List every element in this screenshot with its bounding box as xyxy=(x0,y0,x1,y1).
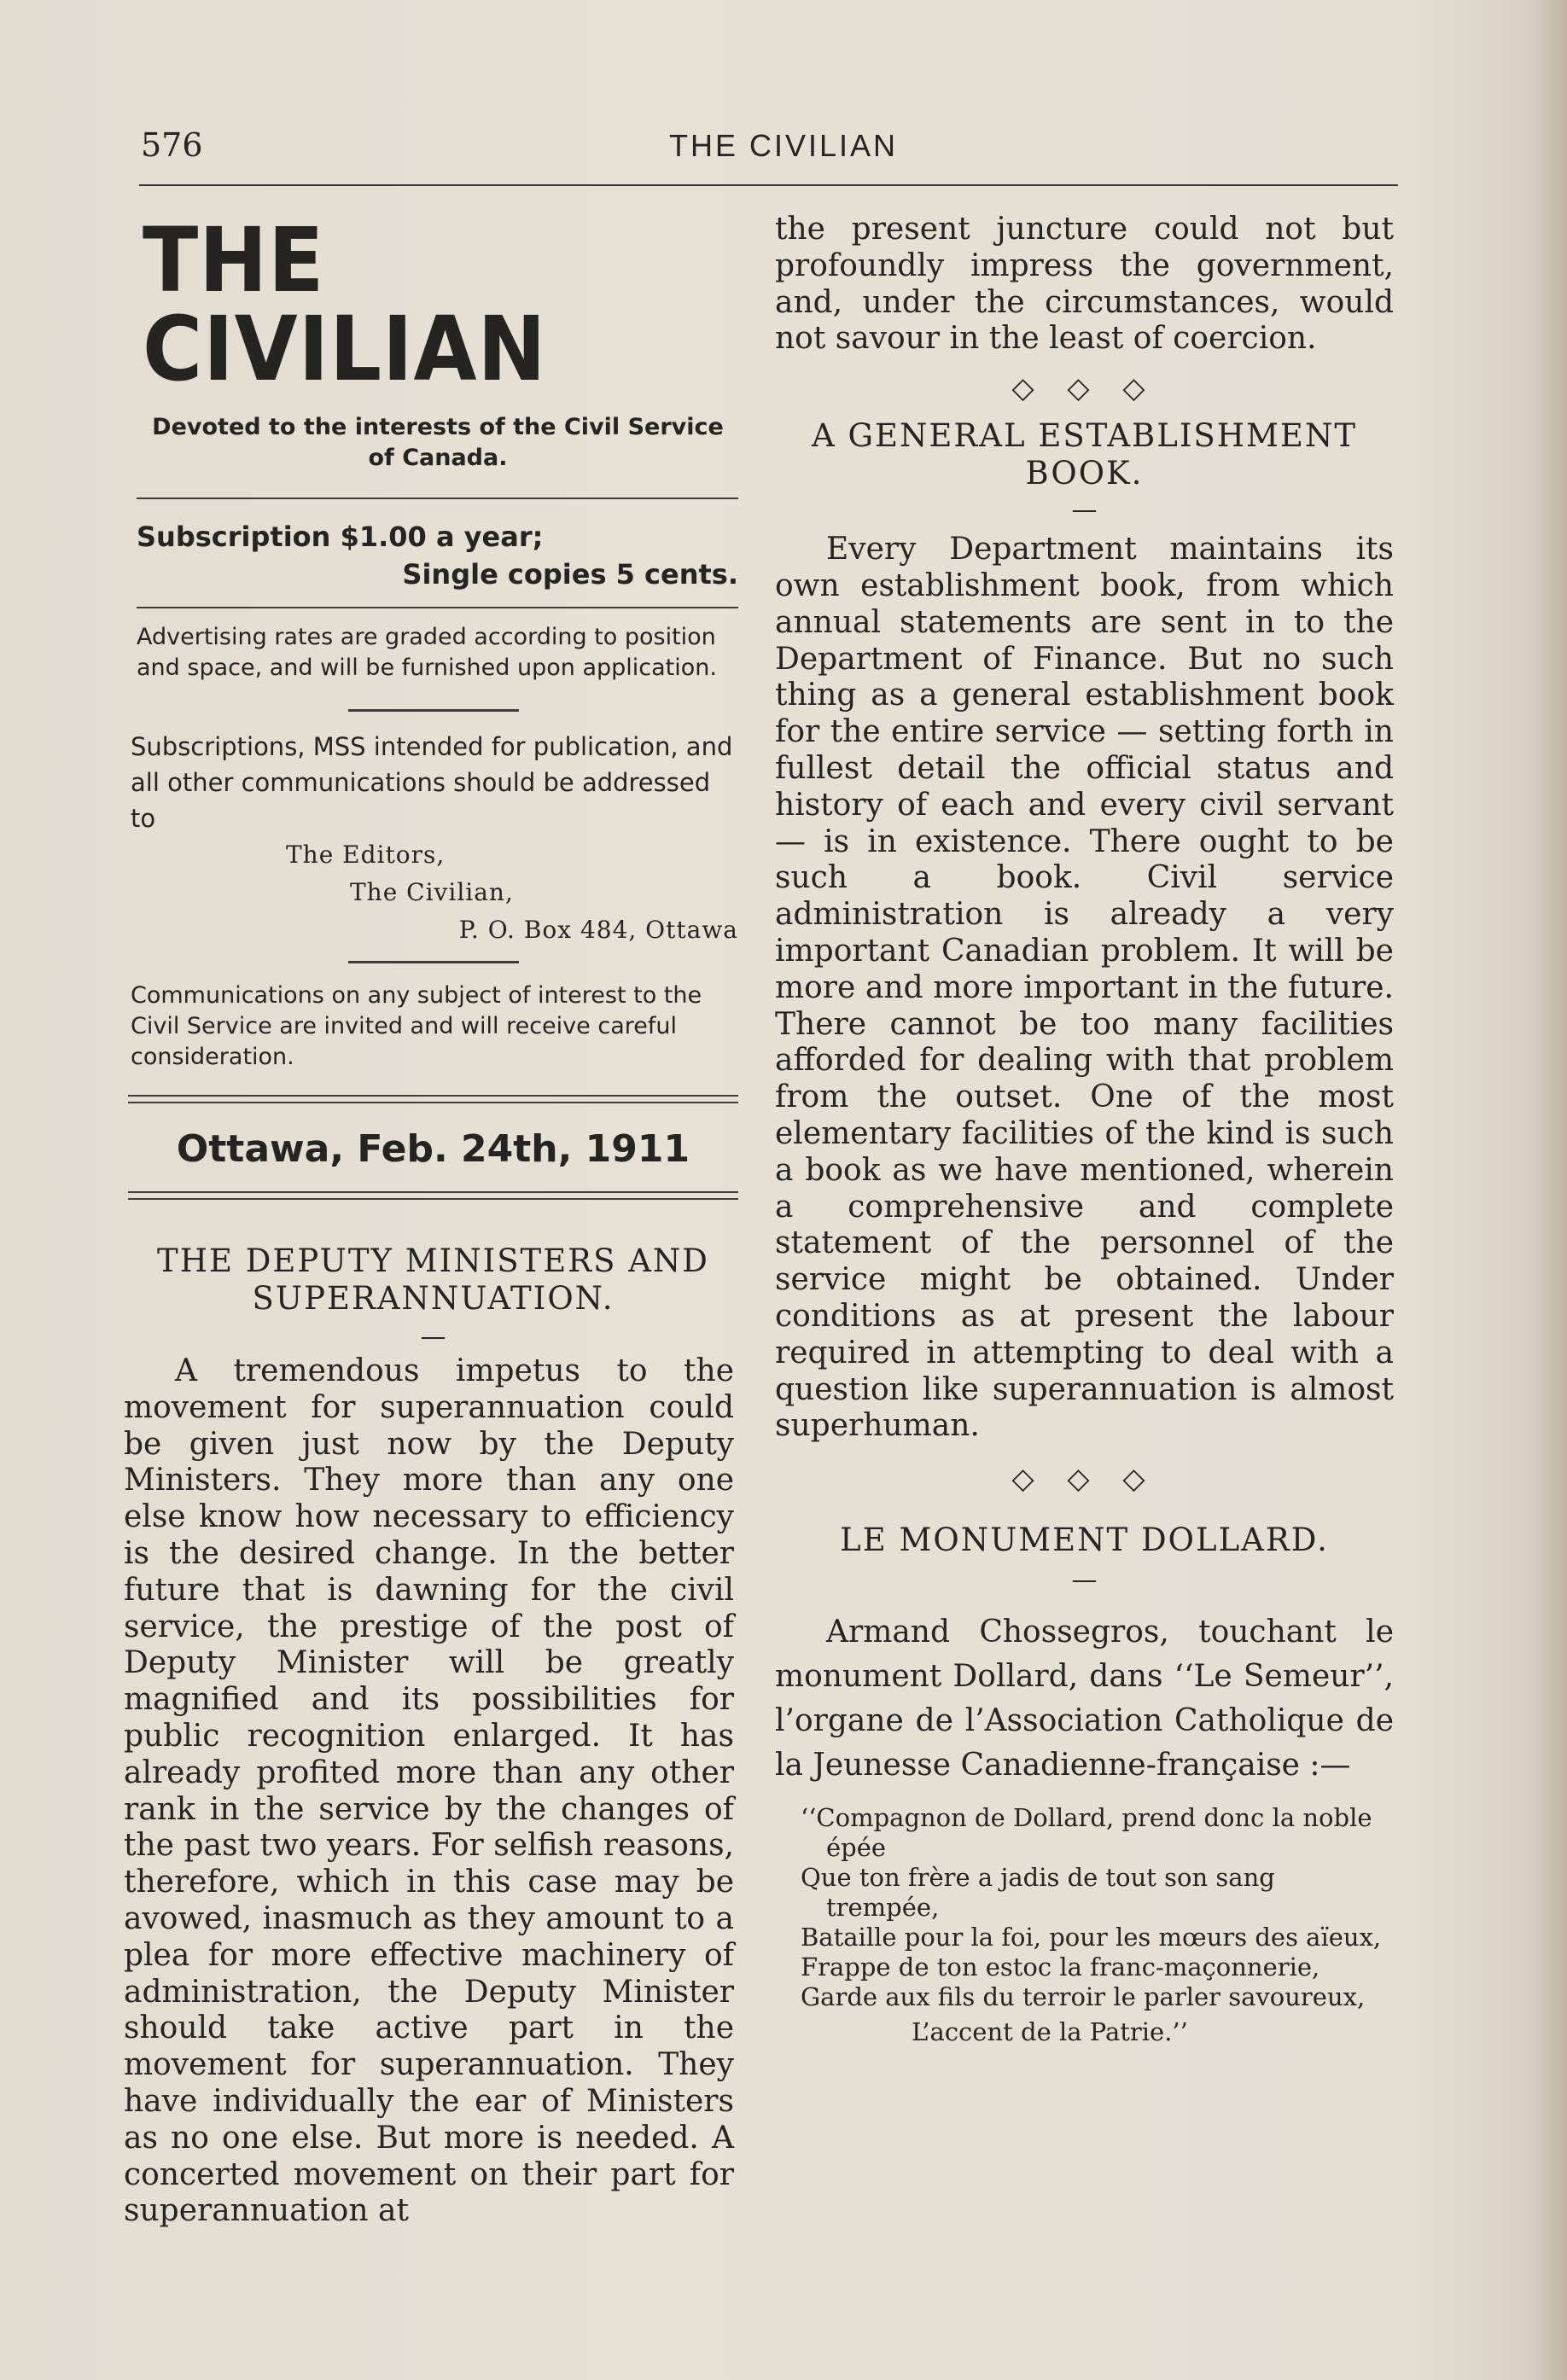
divider-short xyxy=(348,961,519,963)
headline-dash: — xyxy=(1071,1565,1098,1596)
article-monument-body xyxy=(775,1610,1394,1788)
verse-closing-line: L’accent de la Patrie.’’ xyxy=(912,2017,1188,2047)
running-title: THE CIVILIAN xyxy=(668,128,899,163)
headline-establishment-book: A GENERAL ESTABLISHMENT BOOK. xyxy=(811,417,1357,492)
paragraph: Armand Chossegros, touchant le monument Dollard, dans ‘‘Le Semeur’’, l’organe de l’Association Catholique de la Jeunesse Canadienne-française :— xyxy=(775,1615,1394,1784)
ornament: ◇ ◇ ◇ xyxy=(1011,371,1157,406)
address-editors: The Editors, xyxy=(286,841,446,869)
article-establishment-body xyxy=(775,532,1394,1445)
verse-quotation xyxy=(801,1803,1394,2047)
page-edge-shadow xyxy=(1533,0,1567,2380)
paragraph: A tremendous impetus to the movement for superannuation could be given just now by the Deputy Ministers. They more than any one else know how necessary to efficiency is the desired change. In the better future that is dawning for the civil service, the prestige of the post of Deputy Minister will be greatly magnified and its possibilities for public recognition enlarged. It has already profited more than any other rank in the service by the changes of the past two years. For selfish reasons, therefore, which in this case may be avowed, inasmuch as they amount to a plea for more effective machinery of administration, the Deputy Minister should take active part in the movement for superannuation. They have individually the ear of Ministers as no one else. But more is needed. A concerted movement on their part for superannuation at xyxy=(124,1353,734,2229)
divider-short xyxy=(348,709,519,712)
dateline: Ottawa, Feb. 24th, 1911 xyxy=(176,1127,690,1171)
divider xyxy=(128,1095,738,1097)
verse-line: ‘‘Compagnon de Dollard, prend donc la noble épée xyxy=(801,1803,1372,1863)
address-box: P. O. Box 484, Ottawa xyxy=(458,916,738,944)
right-column xyxy=(775,212,1394,2047)
article-deputy-ministers-body xyxy=(124,1353,734,2230)
divider xyxy=(128,1191,738,1193)
subscription-line-2: Single copies 5 cents. xyxy=(402,558,738,591)
paragraph: Every Department maintains its own establishment book, from which annual statements are sent in to the Department of Finance. But no such thing as a general establishment book for the entire service — setting forth in fullest detail the official status and history of each and every civil servant — is in existence. There ought to be such a book. Civil service administration is already a very important Canadian problem. It will be more and more important in the future. There cannot be too many facilities afforded for dealing with that problem from the outset. One of the most elementary facilities of the kind is such a book as we have mentioned, wherein a comprehensive and complete statement of the personnel of the service might be obtained. Under conditions as at present the labour required in attempting to deal with a question like superannuation is almost superhuman. xyxy=(775,532,1394,1444)
verse-line: Que ton frère a jadis de tout son sang trempée, xyxy=(801,1863,1275,1923)
divider xyxy=(137,498,738,499)
communications-notice: Communications on any subject of interest to the Civil Service are invited and will receive careful consideration. xyxy=(131,982,702,1070)
verse-line: Garde aux fils du terroir le parler savoureux, xyxy=(801,1982,1366,2012)
paragraph: the present juncture could not but profoundly impress the government, and, under the circumstances, would not savour in the least of coercion. xyxy=(775,212,1394,357)
address-civilian: The Civilian, xyxy=(350,878,514,906)
headline-dash: — xyxy=(1071,495,1098,526)
verse-line: Frappe de ton estoc la franc-maçonnerie, xyxy=(801,1952,1320,1982)
headline-deputy-ministers: THE DEPUTY MINISTERS AND SUPERANNUATION. xyxy=(157,1242,709,1317)
masthead-title: THE CIVILIAN xyxy=(143,208,547,401)
page-number: 576 xyxy=(141,126,203,164)
divider xyxy=(128,1102,738,1103)
divider xyxy=(137,607,738,608)
masthead-tagline: Devoted to the interests of the Civil Service of Canada. xyxy=(152,414,724,471)
left-column xyxy=(124,201,743,2230)
submissions-notice: Subscriptions, MSS intended for publication, and all other communications should be addressed to xyxy=(131,732,733,833)
article-deputy-continuation xyxy=(775,212,1394,358)
headline-monument-dollard: LE MONUMENT DOLLARD. xyxy=(840,1522,1329,1559)
divider xyxy=(128,1198,738,1200)
verse-line: Bataille pour la foi, pour les mœurs des aïeux, xyxy=(801,1923,1382,1952)
header-rule xyxy=(139,184,1398,186)
headline-dash: — xyxy=(420,1322,446,1352)
ornament: ◇ ◇ ◇ xyxy=(1011,1462,1157,1497)
subscription-line-1: Subscription $1.00 a year; xyxy=(137,521,544,553)
advertising-notice: Advertising rates are graded according to position and space, and will be furnished upon application. xyxy=(137,624,717,681)
